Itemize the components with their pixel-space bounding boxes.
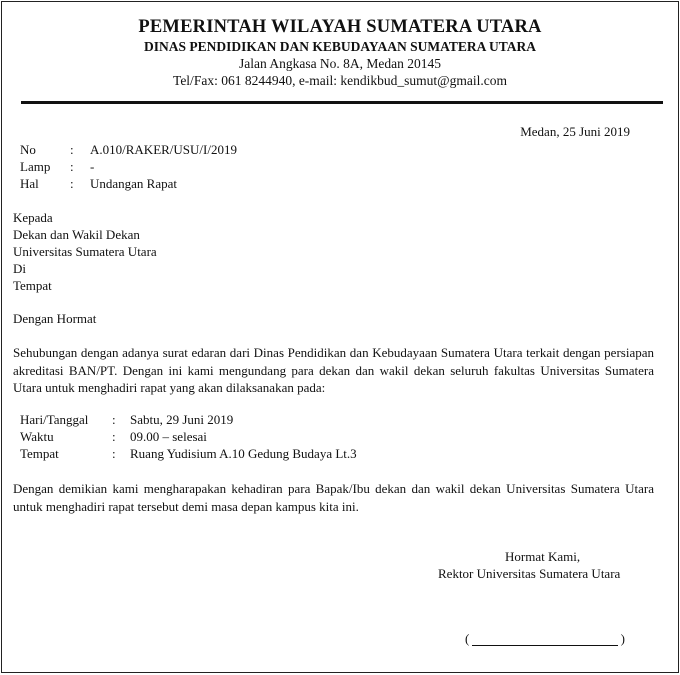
meta-number-label: No xyxy=(20,142,36,157)
letterhead-address: Jalan Angkasa No. 8A, Medan 20145 xyxy=(238,56,442,71)
recipient-line: Dekan dan Wakil Dekan xyxy=(13,227,140,242)
recipient-line: Kepada xyxy=(13,210,53,225)
meta-attachment-label: Lamp xyxy=(20,159,51,174)
agenda-row-time xyxy=(20,428,357,445)
agenda-time-label: Waktu xyxy=(20,429,54,444)
salutation: Dengan Hormat xyxy=(13,311,97,326)
recipient-line: Universitas Sumatera Utara xyxy=(13,244,157,259)
closing-signatory-title: Rektor Universitas Sumatera Utara xyxy=(438,566,621,581)
meta-row-number xyxy=(20,141,237,158)
meta-colon: : xyxy=(70,142,74,157)
signature-close-paren: ) xyxy=(620,631,625,646)
letterhead xyxy=(2,16,678,89)
agenda-colon: : xyxy=(112,412,116,427)
meta-subject-label: Hal xyxy=(20,176,39,191)
closing-regards: Hormat Kami, xyxy=(505,549,581,564)
agenda-date-value: Sabtu, 29 Juni 2019 xyxy=(130,412,234,427)
agenda-row-place xyxy=(20,445,357,462)
body-paragraph-2: Dengan demikian kami mengharapakan kehadiran para Bapak/Ibu dekan dan wakil dekan Universitas Sumatera Utara untuk menghadiri rapat tersebut demi masa depan kampus kita ini. xyxy=(13,481,654,514)
letterhead-government: PEMERINTAH WILAYAH SUMATERA UTARA xyxy=(138,17,542,37)
agenda-place-value: Ruang Yudisium A.10 Gedung Budaya Lt.3 xyxy=(130,446,357,461)
body-paragraph-1: Sehubungan dengan adanya surat edaran dari Dinas Pendidikan dan Kebudayaan Sumatera Utara terkait dengan persiapan akreditasi BAN/PT. Dengan ini kami mengundang para dekan dan wakil dekan seluruh fakultas Universitas Sumatera Utara untuk menghadiri rapat yang akan dilaksanakan pada: xyxy=(13,345,654,395)
agenda-row-date xyxy=(20,411,357,428)
meta-colon: : xyxy=(70,159,74,174)
agenda-date-label: Hari/Tanggal xyxy=(20,412,89,427)
recipient-block xyxy=(13,209,157,294)
recipient-line: Di xyxy=(13,261,26,276)
letterhead-agency: DINAS PENDIDIKAN DAN KEBUDAYAAN SUMATERA UTARA xyxy=(144,39,536,54)
agenda-place-label: Tempat xyxy=(20,446,59,461)
meta-attachment-value: - xyxy=(90,159,95,174)
signature-open-paren: ( xyxy=(465,631,470,646)
letterhead-divider xyxy=(21,101,663,104)
letterhead-contact: Tel/Fax: 061 8244940, e-mail: kendikbud_sumut@gmail.com xyxy=(173,73,507,88)
signature-underline xyxy=(472,645,618,646)
agenda-time-value: 09.00 – selesai xyxy=(130,429,207,444)
letter-meta xyxy=(20,141,237,192)
meta-subject-value: Undangan Rapat xyxy=(90,176,178,191)
agenda-details xyxy=(20,411,357,462)
meta-number-value: A.010/RAKER/USU/I/2019 xyxy=(90,142,237,157)
signature-line xyxy=(465,630,625,648)
letter-date: Medan, 25 Juni 2019 xyxy=(520,124,630,139)
agenda-colon: : xyxy=(112,446,116,461)
meta-colon: : xyxy=(70,176,74,191)
recipient-line: Tempat xyxy=(13,278,52,293)
meta-row-attachment xyxy=(20,158,237,175)
meta-row-subject xyxy=(20,175,237,192)
letter-page xyxy=(1,1,679,673)
agenda-colon: : xyxy=(112,429,116,444)
